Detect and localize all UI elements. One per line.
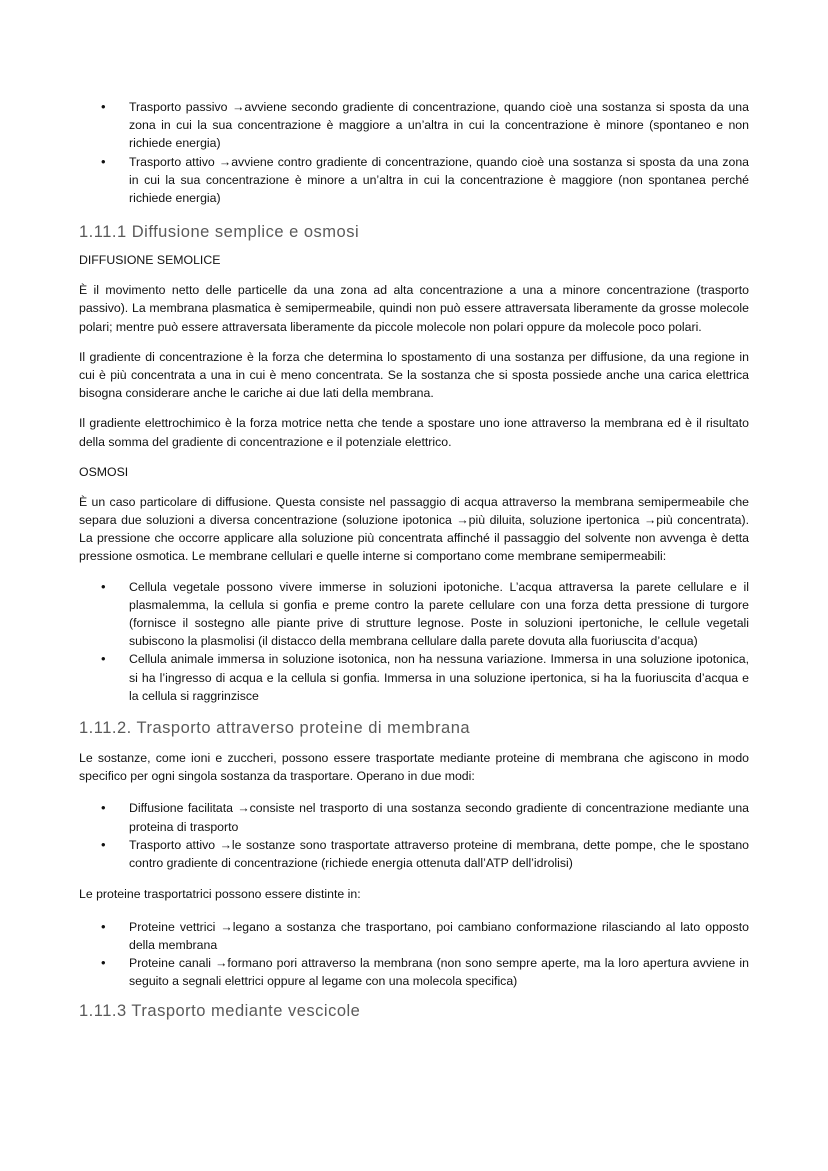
list-item: • Trasporto attivo →avviene contro gradiente di concentrazione, quando cioè una sostanza si sposta da una zona in cui la sua concentrazione è minore a un’altra in cui la concentrazione è maggiore (non spontanea perché richiede energia) [79,153,749,208]
list-item: • Trasporto attivo →le sostanze sono trasportate attraverso proteine di membrana, dette pompe, che le spostano contro gradiente di concentrazione (richiede energia ottenuta dall’ATP dell’idrolisi) [79,836,749,872]
subheading-osmosis: OSMOSI [79,464,129,479]
list-item: • Proteine vettrici →legano a sostanza che trasportano, poi cambiano conformazione rilasciando al lato opposto della membrana [79,918,749,954]
list-item: • Proteine canali →formano pori attraverso la membrana (non sono sempre aperte, ma la loro apertura avviene in seguito a segnali elettrici oppure al legame con una molecola specifica) [79,954,749,990]
section-heading-1-11-3: 1.11.3 Trasporto mediante vescicole [79,1002,361,1021]
paragraph: È un caso particolare di diffusione. Questa consiste nel passaggio di acqua attraverso la membrana semipermeabile che separa due soluzioni a diversa concentrazione (soluzione ipotonica →più diluita, soluzione ipertonica →più concentrata). La pressione che occorre applicare alla soluzione più concentrata affinché il passaggio del solvente non avvenga è detta pressione osmotica. Le membrane cellulari e quelle interne si comportano come membrane semipermeabili: [79,494,749,564]
section-heading-1-11-2: 1.11.2. Trasporto attraverso proteine di membrana [79,719,471,738]
list-item: • Trasporto passivo →avviene secondo gradiente di concentrazione, quando cioè una sostanza si sposta da una zona in cui la sua concentrazione è maggiore a un’altra in cui la concentrazione è minore (spontaneo e non richiede energia) [79,98,749,153]
transport-proteins-list [79,918,749,991]
list-item: • Cellula animale immersa in soluzione isotonica, non ha nessuna variazione. Immersa in una soluzione ipotonica, si ha l’ingresso di acqua e la cellula si gonfia. Immersa in una soluzione ipertonica, si ha la fuoriuscita d’acqua e la cellula si raggrinzisce [79,650,749,705]
paragraph: Il gradiente elettrochimico è la forza motrice netta che tende a spostare uno ione attraverso la membrana ed è il risultato della somma del gradiente di concentrazione e il potenziale elettrico. [79,416,749,449]
paragraph: Le proteine trasportatrici possono essere distinte in: [79,887,361,902]
list-item: • Diffusione facilitata →consiste nel trasporto di una sostanza secondo gradiente di concentrazione mediante una proteina di trasporto [79,799,749,835]
membrane-protein-modes-list [79,799,749,872]
paragraph: Le sostanze, come ioni e zuccheri, possono essere trasportate mediante proteine di membrana che agiscono in modo specifico per ogni singola sostanza da trasportare. Operano in due modi: [79,751,749,784]
section-heading-1-11-1: 1.11.1 Diffusione semplice e osmosi [79,223,360,242]
transport-types-list [79,98,749,207]
subheading-diffusion: DIFFUSIONE SEMOLICE [79,253,221,268]
list-item: • Cellula vegetale possono vivere immerse in soluzioni ipotoniche. L’acqua attraversa la parete cellulare e il plasmalemma, la cellula si gonfia e preme contro la parete cellulare con una forza detta pressione di turgore (fornisce il sostegno alle piante prive di strutture legnose. Poste in soluzioni ipertoniche, le cellule vegetali subiscono la plasmolisi (il distacco della membrana cellulare dalla parete dovuta alla fuoriuscita d’acqua) [79,578,749,651]
paragraph: È il movimento netto delle particelle da una zona ad alta concentrazione a una a minore concentrazione (trasporto passivo). La membrana plasmatica è semipermeabile, quindi non può essere attraversata liberamente da grosse molecole polari; mentre può essere attraversata liberamente da piccole molecole non polari oppure da molecole poco polari. [79,283,749,334]
paragraph: Il gradiente di concentrazione è la forza che determina lo spostamento di una sostanza per diffusione, da una regione in cui è più concentrata a una in cui è meno concentrata. Se la sostanza che si sposta possiede anche una carica elettrica bisogna considerare anche le cariche ai due lati della membrana. [79,349,749,401]
osmosis-list [79,578,749,705]
